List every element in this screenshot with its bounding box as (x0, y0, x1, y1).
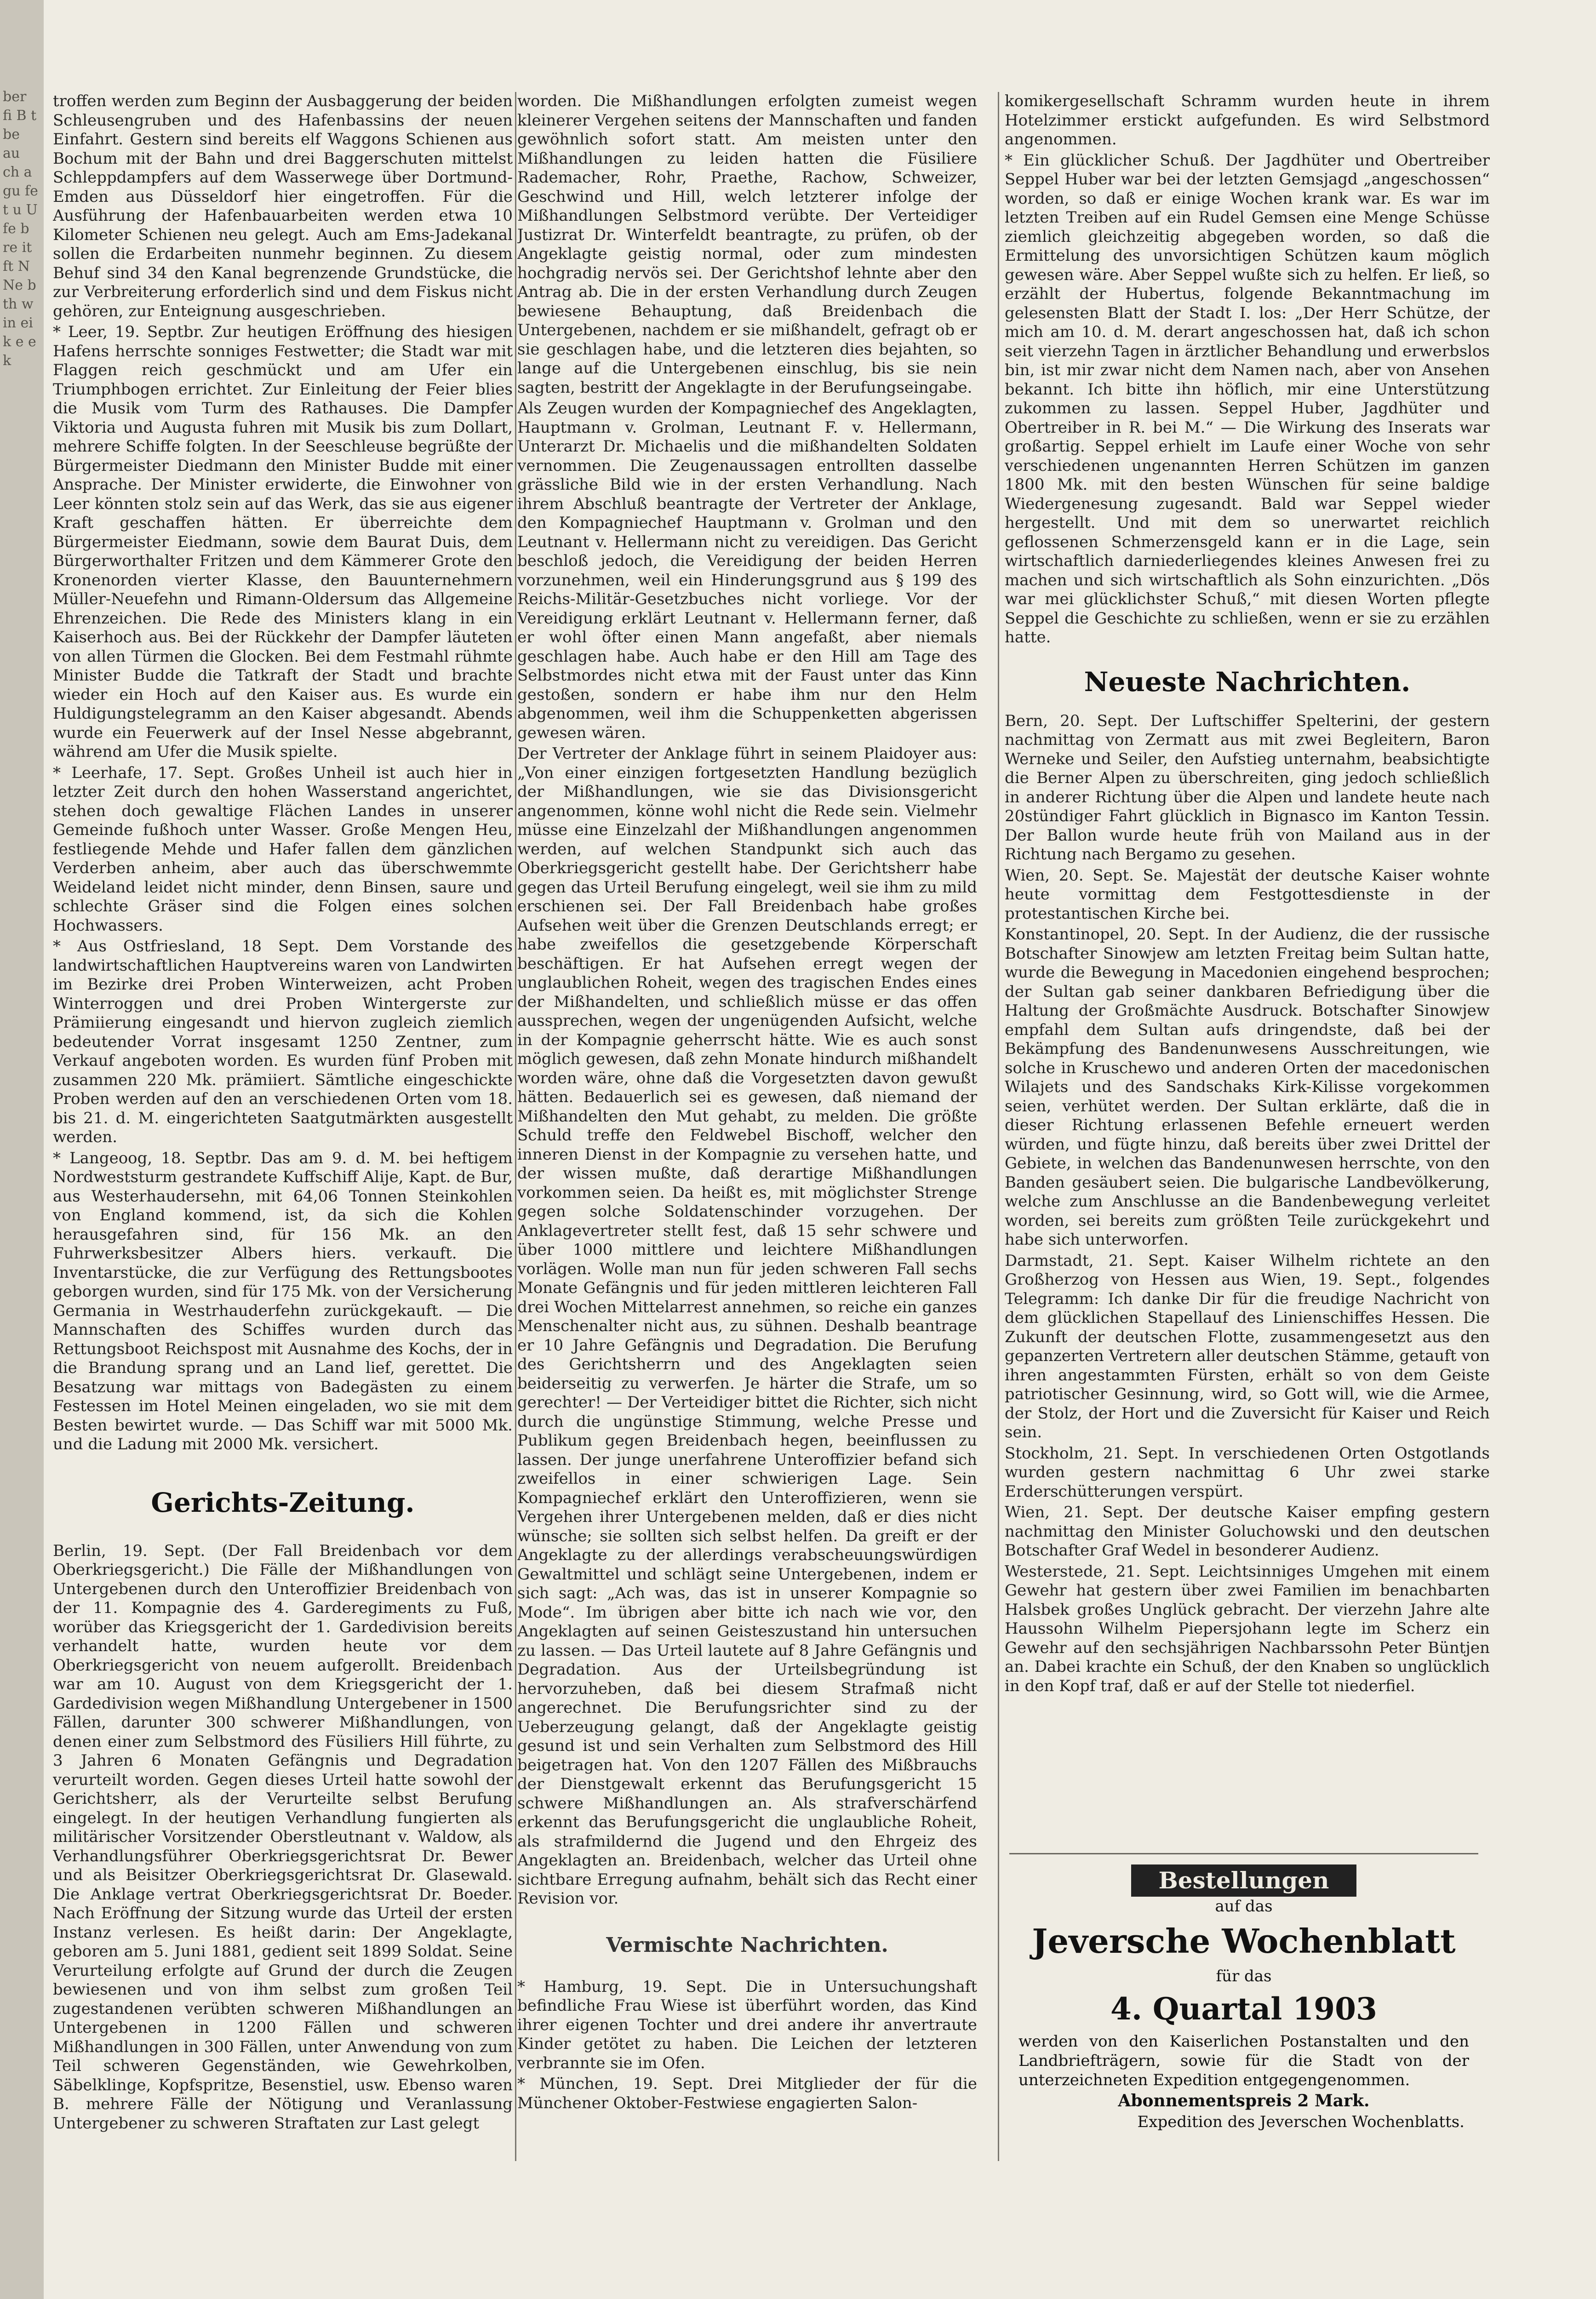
previous-page-gutter (0, 0, 44, 2299)
column-divider (998, 92, 999, 2161)
ad-banner: Bestellungen (1131, 1864, 1357, 1897)
article-berlin-breidenbach: Berlin, 19. Sept. (Der Fall Breidenbach vor dem Oberkriegsgericht.) Die Fälle der Mißhandlungen von Untergebenen durch den Unteroffizier Breidenbach von der 11. Kompagnie des 4. Garderegiments zu Fuß, worüber das Kriegsgericht der 1. Gardedivision bereits verhandelt hatte, wurden heute vor dem Oberkriegsgericht von neuem aufgerollt. Breidenbach war am 10. August von dem Kriegsgericht der 1. Gardedivision wegen Mißhandlung Untergebener in 1500 Fällen, darunter 300 schwerer Mißhandlungen, von denen einer zum Selbstmord des Füsiliers Hill führte, zu 3 Jahren 6 Monaten Gefängnis und Degradation verurteilt worden. Gegen dieses Urteil hatte sowohl der Gerichtsherr, als der Verurteilte selbst Berufung eingelegt. In der heutigen Verhandlung fungierten als militärischer Vorsitzender Oberstleutnant v. Waldow, als Verhandlungsführer Oberkriegsgerichtsrat Dr. Bewer und als Beisitzer Oberkriegsgerichtsrat Dr. Glasewald. Die Anklage vertrat Oberkriegsgerichtsrat Dr. Boeder. Nach Eröffnung der Sitzung wurde das Urteil der ersten Instanz verlesen. Es heißt darin: Der Angeklagte, geboren am 5. Juni 1881, gedient seit 1899 Soldat. Seine Verurteilung erfolgte auf Grund der durch die Zeugen bewiesenen und von ihm selbst zum großen Teil zugestandenen verübten schweren Mißhandlungen an Untergebenen in 1200 Fällen und schweren Mißhandlungen in 300 Fällen, unter Anwendung von zum Teil schweren Gegenständen, wie Gewehrkolben, Säbelklinge, Kopfspritze, Besenstiel, usw. Ebenso waren B. mehrere Fälle der Nötigung und Veranlassung Untergebener zu schweren Straftaten zur Last gelegt (53, 1541, 513, 2133)
article-bern: Bern, 20. Sept. Der Luftschiffer Spelterini, der gestern nachmittag von Zermatt aus mit zwei Begleitern, Baron Werneke und Seiler, den Aufstieg unternahm, beabsichtigte die Berner Alpen zu überschreiten, ging jedoch schließlich in anderer Richtung über die Alpen und landete heute nach 20stündiger Fahrt glücklich in Bignasco im Kanton Tessin. Der Ballon wurde heute früh von Mailand aus in der Richtung nach Bergamo zu gesehen. (1005, 711, 1490, 864)
article-wien-2: Wien, 21. Sept. Der deutsche Kaiser empfing gestern nachmittag den Minister Goluchowski und den deutschen Botschafter Graf Wedel in besonderer Audienz. (1005, 1503, 1490, 1560)
section-heading-vermischte-nachrichten: Vermischte Nachrichten. (606, 1933, 888, 1957)
article-stockholm: Stockholm, 21. Sept. In verschiedenen Orten Ostgotlands wurden gestern nachmittag 6 Uhr zwei starke Erderschütterungen verspürt. (1005, 1444, 1490, 1501)
ad-newspaper-title: Jeversche Wochenblatt (1032, 1922, 1456, 1961)
article-langeoog: * Langeoog, 18. Septbr. Das am 9. d. M. bei heftigem Nordweststurm gestrandete Kuffschiff Alije, Kapt. de Bur, aus Westerhaudersehn, mit 64,06 Tonnen Steinkohlen von England kommend, ist, da sich die Kohlen herausgefahren sind, für 156 Mk. an den Fuhrwerksbesitzer Albers hiers. verkauft. Die Inventarstücke, die zur Verfügung des Rettungsbootes geborgen wurden, sind für 175 Mk. von der Versicherung Germania in Westrhauderfehn zurückgekauft. — Die Mannschaften des Schiffes wurden durch das Rettungsboot Reichspost mit Ausnahme des Kochs, der in die Brandung sprang und an Land lief, gerettet. Die Besatzung war mittags von Badegästen zu einem Festessen im Hotel Meinen eingeladen, wo sie mit dem Besten bewirtet wurde. — Das Schiff war mit 5000 Mk. und die Ladung mit 2000 Mk. versichert. (53, 1149, 513, 1453)
section-heading-gerichts-zeitung: Gerichts-Zeitung. (151, 1487, 415, 1518)
newspaper-page (44, 0, 1596, 2299)
article-ostfriesland: * Aus Ostfriesland, 18 Sept. Dem Vorstande des landwirtschaftlichen Hauptvereins waren von Landwirten im Bezirke drei Proben Winterweizen, acht Proben Winterroggen und drei Proben Wintergerste zur Prämiierung eingesandt und hiervon zugleich ziemlich bedeutender Vorrat insgesamt 1250 Zentner, zum Verkauf angeboten worden. Es wurden fünf Proben mit zusammen 220 Mk. prämiiert. Sämtliche eingeschickte Proben werden auf den an verschiedenen Orten vom 18. bis 21. d. M. eingerichteten Saatgutmärkten ausgestellt werden. (53, 937, 513, 1146)
ad-line-fuer-das: für das (1216, 1967, 1272, 1985)
article-westerstede: Westerstede, 21. Sept. Leichtsinniges Umgehen mit einem Gewehr hat gestern über zwei Familien im benachbarten Halsbek großes Unglück gebracht. Der vierzehn Jahre alte Haussohn Wilhelm Piepersjohann legte im Scherz ein Gewehr auf den sechsjährigen Nachbarssohn Peter Büntjen an. Dabei krachte ein Schuß, der den Knaben so unglücklich in den Kopf traf, daß er auf der Stelle tot niederfiel. (1005, 1562, 1490, 1695)
article-breidenbach-cont: worden. Die Mißhandlungen erfolgten zumeist wegen kleinerer Vergehen seitens der Mannschaften und fanden gewöhnlich sofort statt. Am meisten unter den Mißhandlungen zu leiden hatten die Füsiliere Rademacher, Rohr, Praethe, Rachow, Schweizer, Geschwind und Hill, welch letzterer infolge der Mißhandlungen Selbstmord verübte. Der Verteidiger Justizrat Dr. Winterfeldt beantragte, zu prüfen, ob der Angeklagte geistig normal, oder zum mindesten hochgradig nervös sei. Der Gerichtshof lehnte aber den Antrag ab. Die in der ersten Verhandlung durch Zeugen bewiesene Behauptung, daß Breidenbach die Untergebenen, nachdem er sie mißhandelt, gefragt ob er sie geschlagen habe, und die letzteren dies bejahten, so lange auf die Untergebenen einschlug, bis sie nein sagten, bestritt der Angeklagte in der Berufungseingabe. (517, 92, 977, 397)
ad-top-rule (1009, 1853, 1478, 1854)
article-gluecklicher-schuss: * Ein glücklicher Schuß. Der Jagdhüter und Obertreiber Seppel Huber war bei der letzten Gemsjagd „angeschossen“ worden, so daß er einige Wochen krank war. Es war im letzten Treiben auf ein Rudel Gemsen eine Menge Schüsse ziemlich gleichzeitig abgegeben worden, so daß die Ermittelung des unvorsichtigen Schützen kaum möglich gewesen wäre. Aber Seppel wußte sich zu helfen. Er ließ, so erzählt der Hubertus, folgende Bekanntmachung im gelesensten Blatt der Stadt I. los: „Der Herr Schütze, der mich am 10. d. M. derart angeschossen hat, daß ich schon seit vierzehn Tagen in ärztlicher Behandlung und erwerbslos bin, ist mir zwar nicht dem Namen nach, aber von Ansehen bekannt. Ich bitte ihn höflich, mir eine Unterstützung zukommen zu lassen. Seppel Huber, Jagdhüter und Obertreiber in R. bei M.“ — Die Wirkung des Inserats war großartig. Seppel erhielt im Laufe einer Woche von sehr verschiedenen ungenannten Herren Schützen im ganzen 1800 Mk. mit den besten Wünschen für seine baldige Wiedergenesung zugesandt. Bald war Seppel wieder hergestellt. Und mit dem so unerwartet reichlich geflossenen Schmerzensgeld kann er in die Lage, sein wirtschaftlich darniederliegendes kleines Anwesen frei zu machen und sich wirtschaftlich als Sohn einzurichten. „Dös war mei glücklichster Schuß,“ mit diesen Worten pflegte Seppel die Geschichte zu schließen, wenn er sie zu erzählen hatte. (1005, 151, 1490, 646)
article-wien-1: Wien, 20. Sept. Se. Majestät der deutsche Kaiser wohnte heute vormittag dem Festgottesdienste in der protestantischen Kirche bei. (1005, 866, 1490, 923)
section-heading-neueste-nachrichten: Neueste Nachrichten. (1084, 666, 1411, 698)
article-hamburg: * Hamburg, 19. Sept. Die in Untersuchungshaft befindliche Frau Wiese ist überführt worden, das Kind ihrer eigenen Tochter und drei andere ihr anvertraute Kinder getötet zu haben. Die Leichen der letzteren verbrannte sie im Ofen. (517, 1977, 977, 2072)
column-3 (1005, 92, 1490, 2170)
ad-signature: Expedition des Jeverschen Wochenblatts. (1137, 2113, 1464, 2131)
ad-line-auf-das: auf das (1215, 1897, 1273, 1916)
article-konstantinopel: Konstantinopel, 20. Sept. In der Audienz, die der russische Botschafter Sinowjew am letzten Freitag beim Sultan hatte, wurde die Bewegung in Macedonien eingehend besprochen; der Sultan gab seiner dankbaren Befriedigung über die Haltung der Großmächte Ausdruck. Botschafter Sinowjew empfahl dem Sultan aufs dringendste, daß bei der Bekämpfung des Bandenunwesens Ausschreitungen, wie solche in Kruschewo und anderen Orten der macedonischen Wilajets und des Sandschaks Kirk-Kilisse vorgekommen seien, verhütet werden. Der Sultan erklärte, daß die in dieser Richtung erlassenen Befehle erneuert werden würden, und fügte hinzu, daß bereits über zwei Drittel der Gebiete, in welchen das Bandenunwesen herrschte, von den Banden gesäubert seien. Die bulgarische Landbevölkerung, welche zum Anschlusse an die Bandenbewegung verleitet worden, sei bereits zum größten Teile zurückgekehrt und habe sich unterworfen. (1005, 925, 1490, 1249)
gutter-text: ber fi B t be au ch a gu fe t u U fe b re it ft N Ne b th w in ei k e e k (3, 89, 38, 369)
subscription-advertisement (1009, 1860, 1478, 2182)
article-muenchen: * München, 19. Sept. Drei Mitglieder der für die Münchener Oktober-Festwiese engagierten Salon- (517, 2075, 977, 2112)
ad-body: werden von den Kaiserlichen Postanstalten und den Landbriefträgern, sowie für die Stadt von der unterzeichneten Expedition entgegengenommen. (1018, 2032, 1469, 2089)
article-komiker: komikergesellschaft Schramm wurden heute in ihrem Hotelzimmer erstickt aufgefunden. Es wird Selbstmord angenommen. (1005, 92, 1490, 149)
article-leer: * Leer, 19. Septbr. Zur heutigen Eröffnung des hiesigen Hafens herrschte sonniges Festwetter; die Stadt war mit Flaggen reich geschmückt und am Ufer ein Triumphbogen errichtet. Zur Einleitung der Feier blies die Musik vom Turm des Rathauses. Die Dampfer Viktoria und Augusta fuhren mit Musik bis zum Dollart, mehrere Schiffe folgten. In der Seeschleuse begrüßte der Bürgermeister Diedmann den Minister Budde mit einer Ansprache. Der Minister erwiderte, die Einwohner von Leer könnten stolz sein auf das Werk, das sie aus eigener Kraft geschaffen hätten. Er überreichte dem Bürgermeister Eiedmann, sowie dem Baurat Duis, dem Bürgerworthalter Fritzen und dem Kämmerer Grote den Kronenorden vierter Klasse, den Bauunternehmern Müller-Neuefehn und Rimann-Oldersum das Allgemeine Ehrenzeichen. Die Rede des Ministers klang in ein Kaiserhoch aus. Bei der Rückkehr der Dampfer läuteten von allen Türmen die Glocken. Bei dem Festmahl rühmte Minister Budde die Tatkraft der Stadt und brachte wieder ein Hoch auf den Kaiser aus. Es wurde ein Huldigungstelegramm an den Kaiser abgesandt. Abends wurde ein Feuerwerk auf der Insel Nesse abgebrannt, während am Ufer die Musik spielte. (53, 323, 513, 761)
ad-quarter: 4. Quartal 1903 (1110, 1991, 1377, 2027)
column-1 (53, 92, 513, 2170)
article-darmstadt: Darmstadt, 21. Sept. Kaiser Wilhelm richtete an den Großherzog von Hessen aus Wien, 19. Sept., folgendes Telegramm: Ich danke Dir für die freudige Nachricht von dem glücklichen Stapellauf des Linienschiffes Hessen. Die Zukunft der deutschen Flotte, zusammengesetzt aus den gepanzerten Vertretern aller deutschen Stämme, getauft von ihren angestammten Fürsten, erhält so von dem Geiste patriotischer Gesinnung, wird, so Gott will, wie die Armee, der Stolz, der Hort und die Zuversicht für Kaiser und Reich sein. (1005, 1251, 1490, 1441)
column-2 (517, 92, 977, 2170)
article-ems-jadekanal: troffen werden zum Beginn der Ausbaggerung der beiden Schleusengruben und des Hafenbassins der neuen Einfahrt. Gestern sind bereits elf Waggons Schienen aus Bochum mit der Bahn und drei Baggerschuten mittelst Schleppdampfers auf dem Wasserwege über Dortmund-Emden aus Düsseldorf hier eingetroffen. Für die Ausführung der Hafenbauarbeiten werden etwa 10 Kilometer Schienen neu gelegt. Auch am Ems-Jadekanal sollen die Erdarbeiten nunmehr beginnen. Zu diesem Behuf sind 34 den Kanal begrenzende Grundstücke, die zur Verbreiterung erforderlich sind und dem Fiskus nicht gehören, zur Enteignung ausgeschrieben. (53, 92, 513, 320)
column-divider (515, 92, 516, 2161)
article-plaidoyer: Der Vertreter der Anklage führt in seinem Plaidoyer aus: „Von einer einzigen fortgesetzten Handlung bezüglich der Mißhandlungen, wie sie das Divisionsgericht angenommen, könne wohl nicht die Rede sein. Vielmehr müsse eine Einzelzahl der Mißhandlungen angenommen werden, auf welchen Standpunkt sich auch das Oberkriegsgericht gestellt habe. Der Gerichtsherr habe gegen das Urteil Berufung eingelegt, weil sie ihm zu mild erschienen sei. Der Fall Breidenbach habe großes Aufsehen weit über die Grenzen Deutschlands erregt; er habe zweifellos die gesetzgebende Körperschaft beschäftigen. Er hat Aufsehen erregt wegen der unglaublichen Roheit, wegen des tragischen Endes eines der Mißhandelten, und schließlich müsse er das offen aussprechen, wegen der ungenügenden Aufsicht, welche in der Kompagnie geherrscht hätte. Wie es auch sonst möglich gewesen, daß zehn Monate hindurch mißhandelt worden wäre, ohne daß die Vorgesetzten davon gewußt hätten. Bedauerlich sei es gewesen, daß niemand der Mißhandelten den Mut gehabt, zu melden. Die größte Schuld treffe den Feldwebel Bischoff, welcher den inneren Dienst in der Kompagnie zu versehen hatte, und der wissen mußte, daß derartige Mißhandlungen vorkommen seien. Da heißt es, mit möglichster Strenge gegen solche Soldatenschinder vorzugehen. Der Anklagevertreter stellt fest, daß 15 sehr schwere und über 1000 mittlere und leichtere Mißhandlungen vorlägen. Wolle man nun für jeden schweren Fall sechs Monate Gefängnis und für jeden mittleren leichteren Fall drei Wochen Mittelarrest annehmen, so reiche ein ganzes Menschenalter nicht aus, zu sühnen. Deshalb beantrage er 10 Jahre Gefängnis und Degradation. Die Berufung des Gerichtsherrn und des Angeklagten seien beiderseitig zu verwerfen. Je härter die Strafe, um so gerechter! — Der Verteidiger bittet die Richter, sich nicht durch die ungünstige Stimmung, welche Presse und Publikum gegen Breidenbach hegen, beeinflussen zu lassen. Der junge unerfahrene Unteroffizier befand sich zweifellos in einer schwierigen Lage. Sein Kompagniechef erklärt den Unteroffizieren, wenn sie Vergehen ihrer Untergebenen melden, daß er dies nicht wünsche; sie sollten sich selbst helfen. Da greift er der Angeklagte zu der allerdings verabscheuungswürdigen Gewaltmittel und schlägt seine Untergebenen, indem er sich sagt: „Ach was, das ist in unserer Kompagnie so Mode“. Im übrigen aber bitte ich nach wie vor, den Angeklagten auf seinen Geisteszustand hin untersuchen zu lassen. — Das Urteil lautete auf 8 Jahre Gefängnis und Degradation. Aus der Urteilsbegründung ist hervorzuheben, daß bei diesem Strafmaß nicht angerechnet. Die Berufungsrichter sind zu der Ueberzeugung gelangt, daß der Angeklagte geistig gesund ist und sein Verhalten zum Selbstmord des Hill beigetragen hat. Von den 1207 Fällen des Mißbrauchs der Dienstgewalt erkennt das Berufungsgericht 15 schwere Mißhandlungen an. Als strafverschärfend erkennt das Berufungsgericht die unglaubliche Roheit, als strafmildernd die Jugend und den Ehrgeiz des Angeklagten an. Breidenbach, welcher das Urteil ohne sichtbare Erregung aufnahm, behält sich das Recht einer Revision vor. (517, 744, 977, 1908)
article-zeugen: Als Zeugen wurden der Kompagniechef des Angeklagten, Hauptmann v. Grolman, Leutnant F. v. Hellermann, Unterarzt Dr. Michaelis und die mißhandelten Soldaten vernommen. Die Zeugenaussagen entrollten dasselbe grässliche Bild wie in der ersten Verhandlung. Nach ihrem Abschluß beantragte der Vertreter der Anklage, den Kompagniechef Hauptmann v. Grolman und den Leutnant v. Hellermann nicht zu vereidigen. Das Gericht beschloß jedoch, die Vereidigung der beiden Herren vorzunehmen, weil ein Hinderungsgrund aus § 199 des Reichs-Militär-Gesetzbuches nicht vorliege. Vor der Vereidigung erklärt Leutnant v. Hellermann ferner, daß er wohl öfter einen Mann angefaßt, aber niemals geschlagen habe. Auch habe er den Hill am Tage des Selbstmordes nicht etwa mit der Faust unter das Kinn gestoßen, sondern er habe ihm nur den Helm abgenommen, weil ihm die Schuppenketten abgerissen gewesen wären. (517, 399, 977, 742)
article-leerhafe: * Leerhafe, 17. Sept. Großes Unheil ist auch hier in letzter Zeit durch den hohen Wasserstand angerichtet, stehen doch gewaltige Flächen Landes in unserer Gemeinde fußhoch unter Wasser. Große Mengen Heu, festliegende Mehde und Hafer fallen dem gänzlichen Verderben anheim, aber auch das überschwemmte Weideland leidet nicht minder, denn Binsen, saure und schlechte Gräser sind die Folgen eines solchen Hochwassers. (53, 763, 513, 935)
ad-price: Abonnementspreis 2 Mark. (1118, 2091, 1370, 2110)
